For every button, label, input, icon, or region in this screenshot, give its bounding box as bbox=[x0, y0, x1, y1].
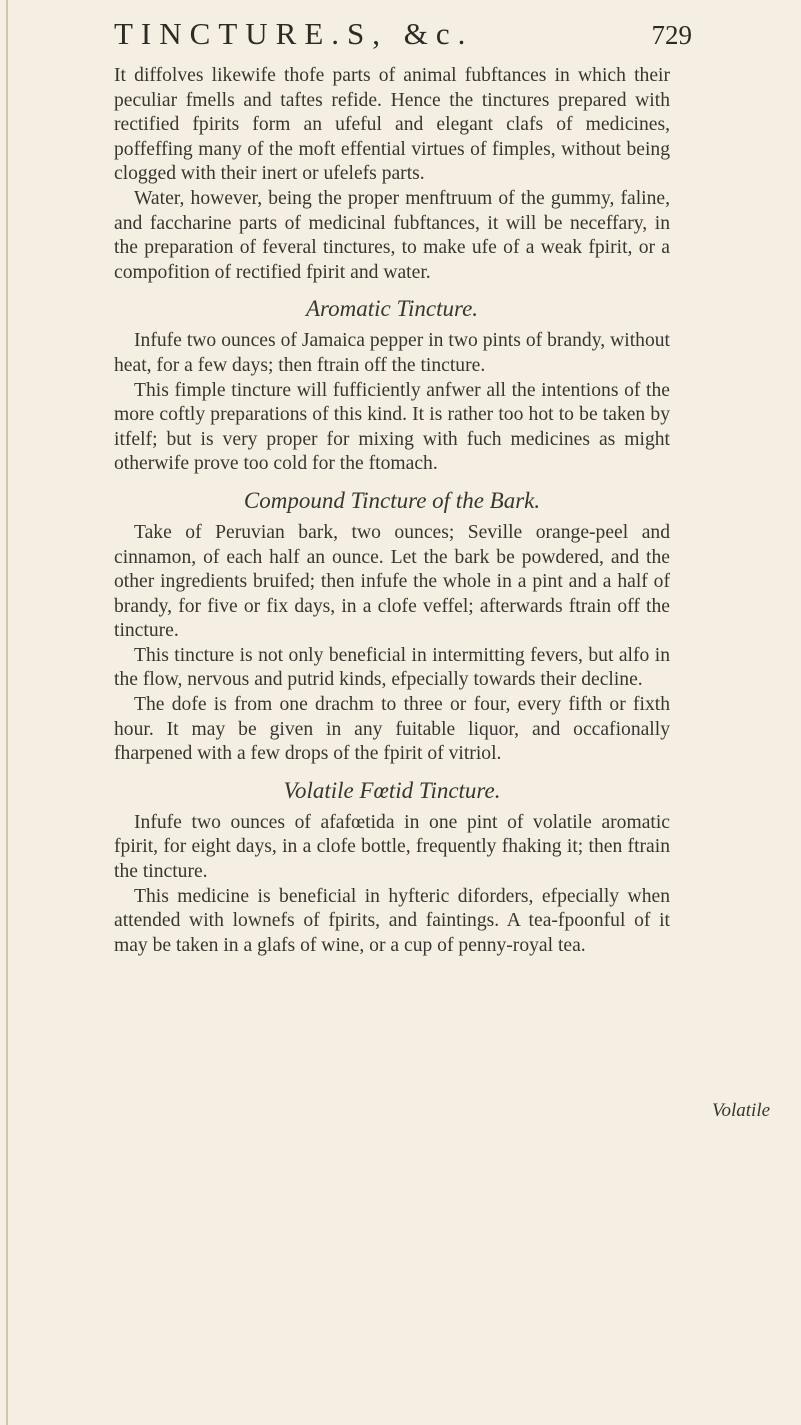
paragraph-aromatic-2: This fimple tincture will fufficiently anfwer all the intentions of the more coftly preparations of this kind. It is rather too hot to be taken by itfelf; but is very proper for mixing with fuch medicines as might otherwife prove too cold for the ftomach. bbox=[114, 379, 670, 475]
heading-compound-tincture-bark: Compound Tincture of the Bark. bbox=[243, 487, 541, 513]
page-header bbox=[114, 16, 692, 56]
paragraph-foetid-2: This medicine is beneficial in hyfteric diforders, efpecially when attended with lownefs of fpirits, and faintings. A tea-fpoonful of it may be taken in a glafs of wine, or a cup of penny-royal tea. bbox=[114, 885, 670, 956]
paragraph-bark-3: The dofe is from one drachm to three or four, every fifth or fixth hour. It may be given in any fuitable liquor, and occafionally fharpened with a few drops of the fpirit of vitriol. bbox=[114, 694, 670, 765]
page-number: 729 bbox=[651, 20, 692, 50]
heading-volatile-foetid-tincture: Volatile Fœtid Tincture. bbox=[283, 777, 501, 803]
catchword: Volatile bbox=[712, 1100, 771, 1121]
body-text bbox=[114, 64, 670, 958]
paragraph-aromatic-1: Infufe two ounces of Jamaica pepper in two pints of brandy, without heat, for a few days; then ftrain off the tincture. bbox=[114, 330, 670, 376]
running-title: TINCTURE.S, &c. bbox=[114, 16, 474, 51]
paragraph-bark-1: Take of Peruvian bark, two ounces; Seville orange-peel and cinnamon, of each half an ounce. Let the bark be powdered, and the other ingredients bruifed; then infufe the whole in a pint and a half of brandy, for five or fix days, in a clofe veffel; afterwards ftrain off the tincture. bbox=[114, 521, 670, 642]
paragraph-bark-2: This tincture is not only beneficial in intermitting fevers, but alfo in the flow, nervous and putrid kinds, efpecially towards their decline. bbox=[114, 644, 670, 691]
page-edge-shadow bbox=[6, 0, 8, 1425]
paragraph-foetid-1: Infufe two ounces of afafœtida in one pint of volatile aromatic fpirit, for eight days, in a clofe bottle, frequently fhaking it; then ftrain the tincture. bbox=[114, 811, 670, 883]
heading-aromatic-tincture: Aromatic Tincture. bbox=[305, 296, 479, 322]
paragraph-intro-1: It diffolves likewife thofe parts of animal fubftances in which their peculiar fmells and taftes refide. Hence the tinctures prepared with rectified fpirits form an ufeful and elegant clafs of medicines, poffeffing many of the moft effential virtues of fimples, without being clogged with their inert or ufelefs parts. bbox=[114, 65, 670, 185]
paragraph-intro-2: Water, however, being the proper menftruum of the gummy, faline, and faccharine parts of medicinal fubftances, it will be neceffary, in the preparation of feveral tinctures, to make ufe of a weak fpirit, or a compofition of rectified fpirit and water. bbox=[114, 187, 670, 283]
